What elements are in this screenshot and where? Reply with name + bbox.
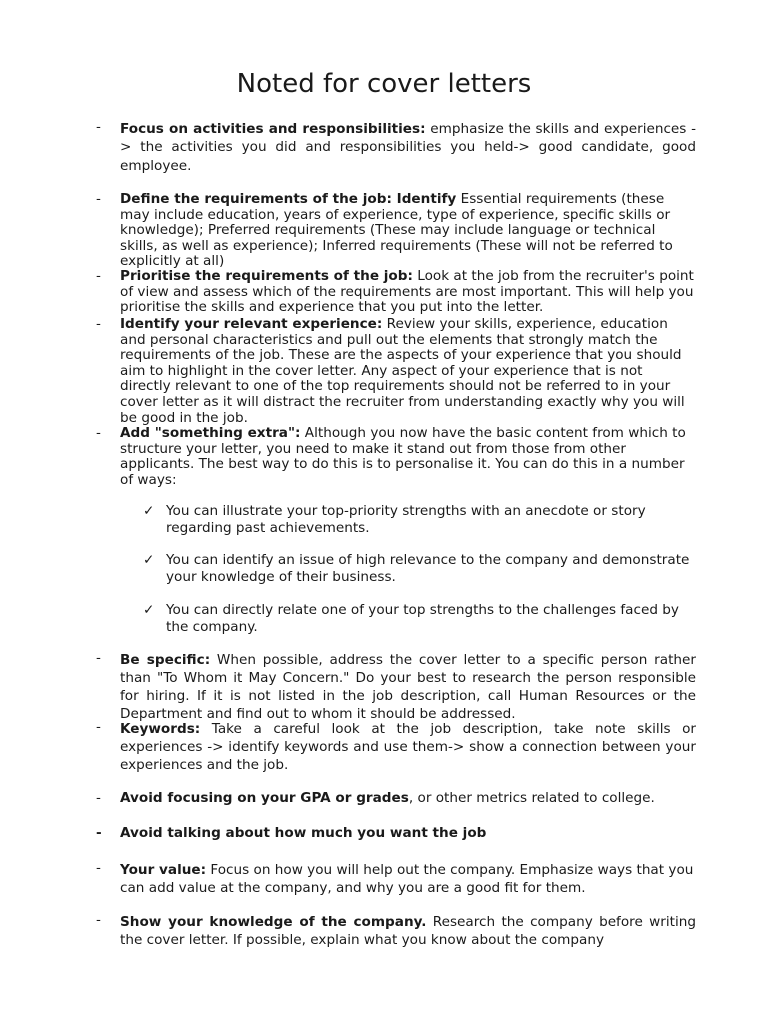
checklist-item: [143, 552, 703, 585]
item-label: Focus on activities and responsibilities:: [120, 121, 426, 137]
list-item-text: [120, 651, 696, 723]
list-item-be-specific: [96, 651, 696, 723]
list-dash: -: [96, 719, 101, 735]
list-item-text: [120, 317, 696, 426]
list-item-your-value: [96, 861, 696, 897]
item-label: Define the requirements of the job: Identify: [120, 191, 457, 207]
checkmark-icon: ✓: [143, 552, 155, 568]
list-item-avoid-gpa: [96, 791, 696, 807]
item-body: When possible, address the cover letter to a specific person rather than "To Whom it May Concern." Do your best to research the person responsible for hiring. If it is not listed in the job description, call Human Resources or the Department and find out to whom it should be addressed.: [120, 652, 696, 722]
checklist-item: [143, 602, 703, 635]
list-item-text: [120, 826, 696, 842]
list-dash: -: [96, 860, 101, 876]
item-body: Review your skills, experience, education and personal characteristics and pull out the elements that strongly match the requirements of the job. These are the aspects of your experience that you should aim to highlight in the cover letter. Any aspect of your experience that is not directly relevant to one of the top requirements should not be referred to in your cover letter as it will distract the recruiter from understanding exactly why you will be good in the job.: [120, 316, 685, 426]
item-body: Look at the job from the recruiter's point of view and assess which of the requirements are most important. This will help you prioritise the skills and experience that you put into the letter.: [120, 268, 694, 316]
item-body: Take a careful look at the job description, take note skills or experiences -> identify keywords and use them-> show a connection between your experiences and the job.: [120, 721, 696, 773]
list-dash: -: [96, 316, 101, 332]
list-dash: -: [96, 425, 101, 441]
item-body: , or other metrics related to college.: [408, 790, 655, 806]
list-item-text: [120, 269, 696, 316]
list-dash: -: [96, 912, 101, 928]
item-label: Avoid talking about how much you want the job: [120, 825, 487, 841]
item-body: Although you now have the basic content from which to structure your letter, you need to make it stand out from those from other applicants. The best way to do this is to personalise it. You can do this in a number of ways:: [120, 425, 686, 488]
list-dash: -: [96, 268, 101, 284]
list-dash: -: [96, 119, 101, 135]
list-item-text: [120, 120, 696, 175]
checkmark-icon: ✓: [143, 503, 155, 519]
checklist-item: [143, 503, 703, 536]
list-item-text: [120, 791, 696, 807]
item-label: Add "something extra":: [120, 425, 301, 441]
list-item-text: [120, 861, 696, 897]
item-label: Show your knowledge of the company.: [120, 914, 427, 930]
list-item-prioritise-requirements: [96, 269, 696, 316]
list-item-relevant-experience: [96, 317, 696, 426]
item-body: Essential requirements (these may include education, years of experience, type of experience, specific skills or knowledge); Preferred requirements (These may include language or technical skills, as well as experience); Inferred requirements (These will not be referred to explicitly at all): [120, 191, 673, 270]
list-item-text: [120, 913, 696, 949]
list-dash: -: [96, 650, 101, 666]
list-item-text: [120, 720, 696, 774]
list-item-define-requirements: [96, 192, 696, 270]
item-body: Focus on how you will help out the company. Emphasize ways that you can add value at the company, and why you are a good fit for them.: [120, 862, 694, 896]
item-body: emphasize the skills and experiences -> the activities you did and responsibilities you held-> good candidate, good employee.: [120, 121, 697, 174]
item-label: Avoid focusing on your GPA or grades: [120, 790, 409, 806]
list-item-avoid-wanting: [96, 826, 696, 842]
checklist-item-text: You can illustrate your top-priority strengths with an anecdote or story regarding past achievements.: [166, 503, 646, 536]
checklist-item-text: You can identify an issue of high relevance to the company and demonstrate your knowledge of their business.: [166, 552, 690, 585]
list-dash: -: [96, 191, 101, 207]
document-title: Noted for cover letters: [236, 69, 532, 99]
item-label: Prioritise the requirements of the job:: [120, 268, 413, 284]
item-label: Your value:: [120, 862, 207, 878]
list-item-something-extra: [96, 426, 696, 488]
list-dash: -: [96, 825, 102, 841]
checkmark-icon: ✓: [143, 602, 155, 618]
list-item-text: [120, 192, 696, 270]
list-item-company-knowledge: [96, 913, 696, 949]
item-label: Be specific:: [120, 652, 211, 668]
checklist-item-text: You can directly relate one of your top strengths to the challenges faced by the company.: [166, 602, 679, 635]
item-label: Keywords:: [120, 721, 201, 737]
list-item-focus: [96, 120, 696, 175]
item-body: Research the company before writing the cover letter. If possible, explain what you know about the company: [120, 914, 696, 948]
item-label: Identify your relevant experience:: [120, 316, 383, 332]
list-item-keywords: [96, 720, 696, 774]
list-dash: -: [96, 790, 101, 806]
list-item-text: [120, 426, 696, 488]
